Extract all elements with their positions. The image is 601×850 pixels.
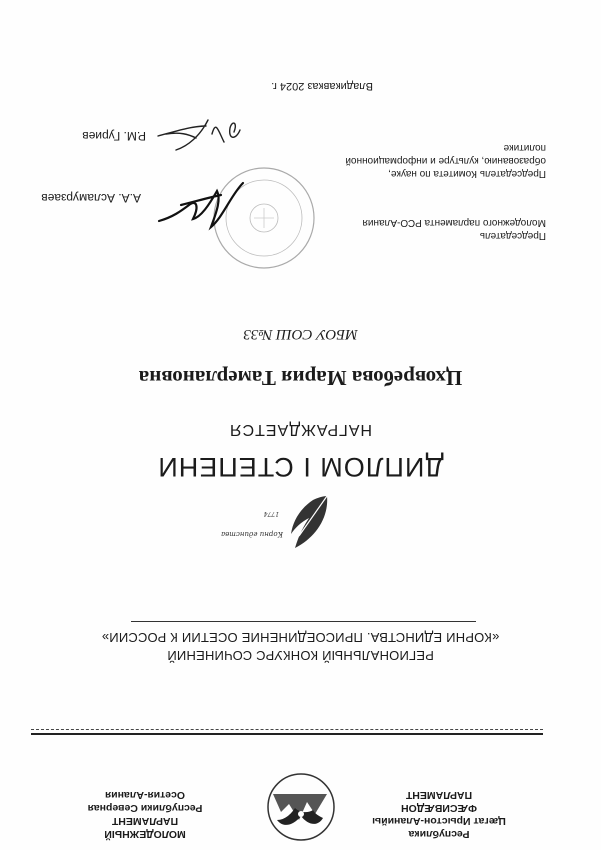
logo-year: 1774 <box>263 510 279 517</box>
header-org-left-line: Республика <box>408 828 470 840</box>
signatory-2-name: Р.М. Гуриев <box>82 129 146 143</box>
signature-2-icon <box>151 105 246 160</box>
diploma-title: ДИПЛОМ I СТЕПЕНИ <box>157 452 444 482</box>
recipient-school: МБОУ СОШ №33 <box>243 326 358 342</box>
header-org-left-line: ПАРЛАМЕНТ <box>405 789 473 801</box>
signatory-1-title-line: Председатель <box>479 230 546 241</box>
signatory-2-title <box>306 141 546 180</box>
header-divider-dashed <box>31 729 543 730</box>
contest-line-1: РЕГИОНАЛЬНЫЙ КОНКУРС СОЧИНЕНИЙ <box>167 648 434 663</box>
signatory-2-title-line: Председатель Комитета по науке, <box>388 168 546 179</box>
signatory-1-title <box>326 216 546 242</box>
signatory-1-title-line: Молодежного парламента РСО-Алания <box>362 217 546 228</box>
header-org-right-line: ПАРЛАМЕНТ <box>111 815 179 827</box>
city-year: Владикавказ 2024 г. <box>271 80 373 92</box>
contest-name <box>40 628 561 664</box>
header-org-right-line: МОЛОДЕЖНЫЙ <box>104 828 186 840</box>
logo-script: Корни единства <box>221 530 283 538</box>
header-org-right-line: Республики Северная <box>87 802 203 814</box>
recipient-name: Цховребова Мария Тамерлановна <box>138 366 463 390</box>
feather-logo-icon <box>221 486 339 558</box>
header-org-left-line: Цæгат Ирыстон-Аланийы <box>372 815 506 827</box>
header-org-left <box>339 788 539 840</box>
signatory-2-title-line: образованию, культуре и информационной политике <box>345 142 546 166</box>
signature-1-icon <box>151 175 251 235</box>
contest-line-2: «КОРНИ ЕДИНСТВА. ПРИСОЕДИНЕНИЕ ОСЕТИИ К РОССИИ» <box>101 630 500 645</box>
contest-underline <box>131 621 476 622</box>
header-org-right-line: Осетия-Алания <box>105 789 185 801</box>
signatory-1-name: А.А. Асламурзаев <box>41 191 141 205</box>
parliament-emblem-icon <box>255 770 347 844</box>
award-line: НАГРАЖДАЕТСЯ <box>229 421 372 438</box>
header-org-left-line: ФÆСИВÆДОН <box>401 802 477 814</box>
header-divider <box>31 733 543 735</box>
header-org-right <box>50 788 240 840</box>
